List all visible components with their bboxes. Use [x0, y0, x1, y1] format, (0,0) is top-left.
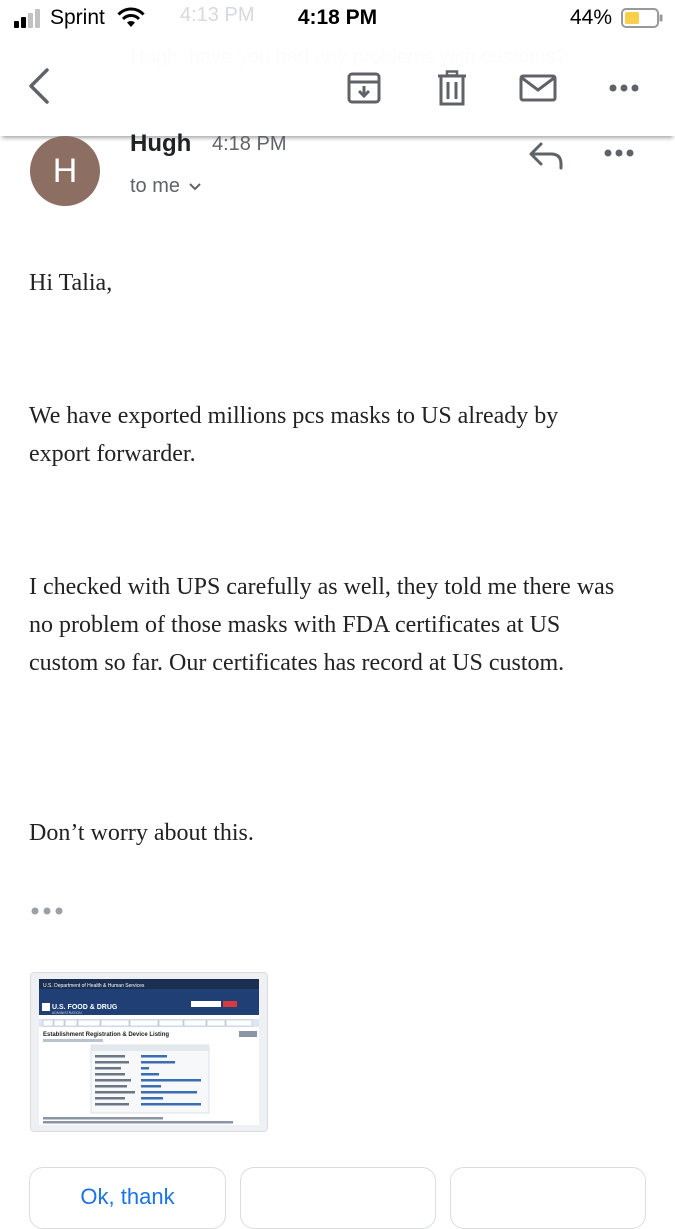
email-toolbar [0, 36, 675, 136]
message-more-button[interactable] [604, 142, 644, 166]
mark-unread-button[interactable] [516, 66, 560, 110]
more-vert-icon [609, 83, 639, 93]
fda-page-title: Establishment Registration & Device Listing [43, 1032, 170, 1038]
attachment-thumbnail[interactable] [30, 972, 268, 1132]
battery-icon [621, 8, 663, 28]
clock: 4:18 PM [297, 6, 378, 29]
reply-icon [527, 140, 567, 172]
more-vert-icon [604, 148, 634, 158]
show-trimmed-content-button[interactable] [30, 902, 64, 920]
ellipsis-icon [30, 902, 64, 920]
sender-avatar[interactable]: H [30, 136, 100, 206]
recipient-details-toggle[interactable] [130, 175, 202, 198]
body-paragraph-greeting: Hi Talia, [29, 270, 113, 296]
recipient-label: to me [130, 175, 181, 197]
trash-icon [436, 70, 468, 106]
back-button[interactable] [18, 64, 62, 108]
sender-name: Hugh [130, 130, 192, 157]
body-paragraph-1: We have exported millions pcs masks to US already by export forwarder. [29, 403, 559, 467]
reply-button[interactable] [527, 140, 567, 172]
carrier-label: Sprint [50, 6, 105, 29]
fda-logo-text: U.S. FOOD & DRUG [52, 1004, 118, 1011]
back-arrow-icon [25, 66, 55, 106]
body-paragraph-3: Don’t worry about this. [29, 820, 254, 846]
delete-button[interactable] [430, 66, 474, 110]
fda-screenshot-image [31, 973, 267, 1131]
more-options-button[interactable] [602, 66, 646, 110]
chevron-down-icon [188, 182, 202, 192]
message-time: 4:18 PM [212, 133, 287, 155]
archive-icon [346, 70, 382, 106]
smart-reply-chip-2[interactable] [240, 1167, 436, 1229]
smart-reply-chip-1[interactable] [29, 1167, 226, 1229]
smart-reply-chip-3[interactable] [450, 1167, 646, 1229]
archive-button[interactable] [342, 66, 386, 110]
status-bar [0, 0, 675, 36]
background-notification-time: 4:13 PM [180, 4, 255, 26]
mail-icon [519, 74, 557, 102]
smart-reply-label: Ok, thank [80, 1184, 175, 1209]
fda-logo-subtext: ADMINISTRATION [52, 1011, 82, 1015]
battery-percent: 44% [570, 6, 613, 29]
body-paragraph-2: I checked with UPS carefully as well, they told me there was no problem of those masks with FDA certificates at US custom so far. Our certificates has record at US custom. [29, 574, 615, 676]
hhs-header-text: U.S. Department of Health & Human Services [43, 983, 145, 989]
